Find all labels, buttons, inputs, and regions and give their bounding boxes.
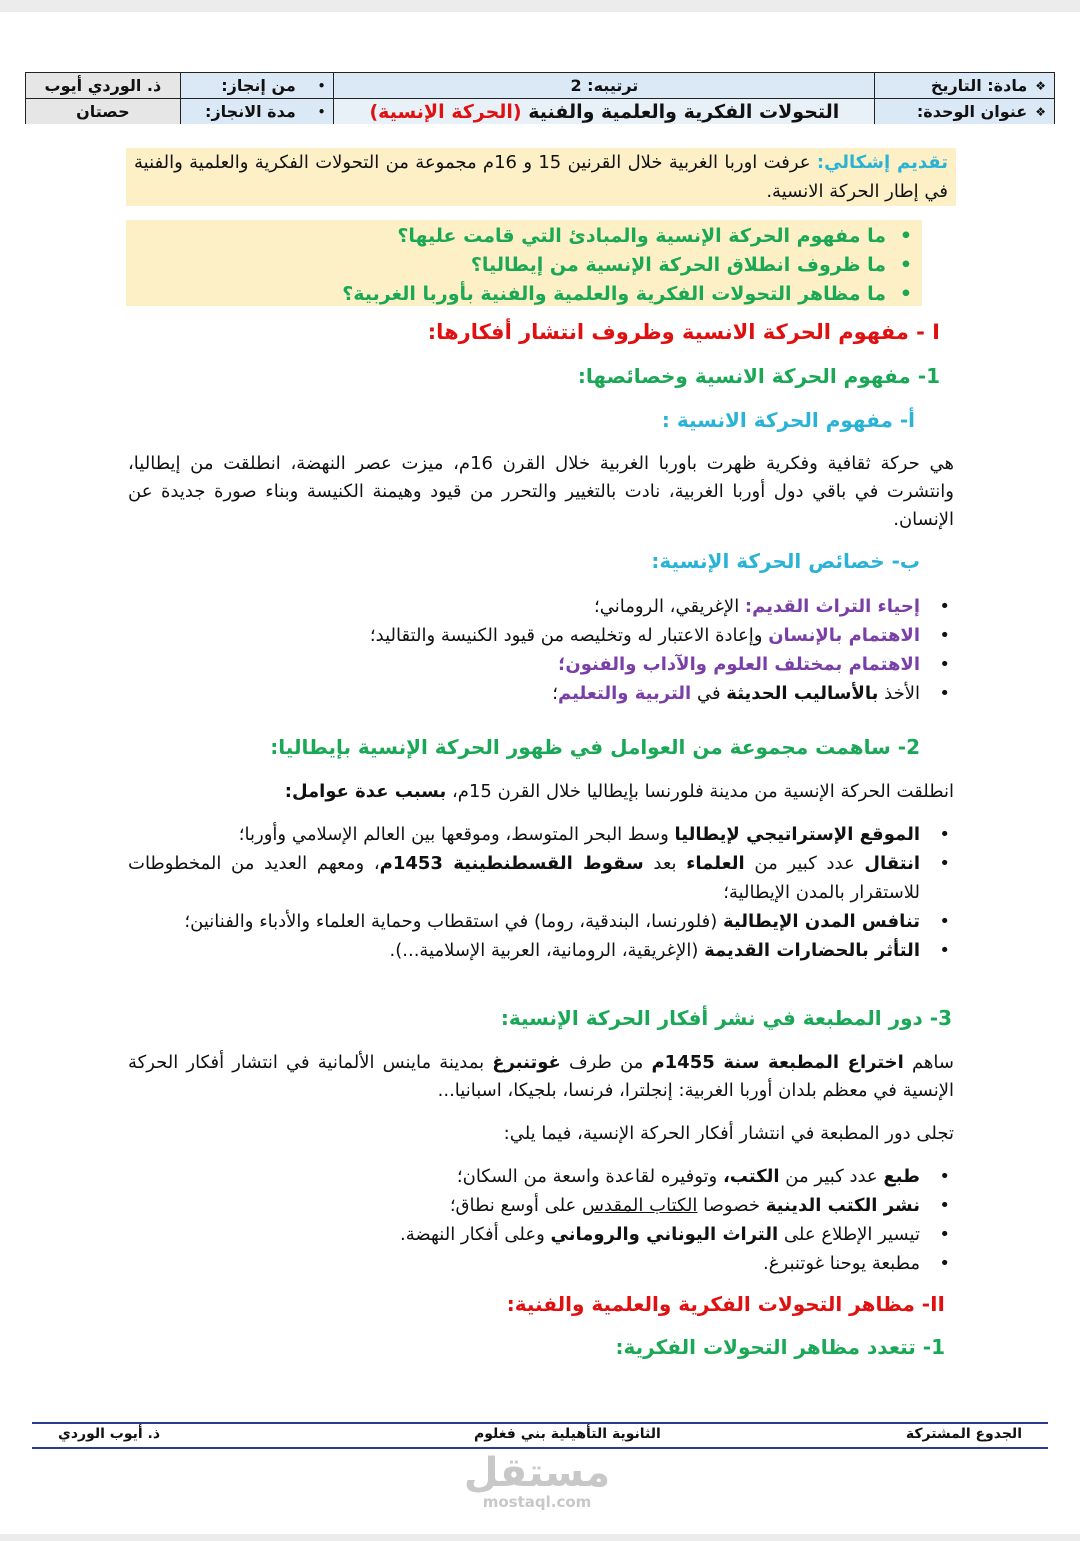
printing-paragraph — [128, 1049, 954, 1105]
header-table — [25, 72, 1055, 124]
role-bold: التراث اليوناني والروماني — [550, 1224, 779, 1245]
intro-title: تقديم إشكالي: — [816, 152, 948, 173]
factor-bold: سقوط القسطنطينية 1453م — [379, 853, 644, 874]
author-name: ذ. الوردي أيوب — [44, 76, 162, 95]
section1-sub2: 2- ساهمت مجموعة من العوامل في ظهور الحركة الإنسية بإيطاليا: — [270, 735, 920, 759]
footer-right: الجدوع المشتركة — [905, 1426, 1022, 1442]
factors-intro-text: انطلقت الحركة الإنسية من مدينة فلورنسا بإيطاليا خلال القرن 15م، — [446, 781, 954, 802]
subject-cell: ❖ مادة: التاريخ — [874, 73, 1054, 98]
section1-title: I - مفهوم الحركة الانسية وظروف انتشار أفكارها: — [427, 320, 940, 344]
printing-bold: غوتنبرغ — [492, 1052, 561, 1073]
duration-label: مدة الانجاز: — [205, 102, 296, 121]
factor-bold: تنافس المدن الإيطالية — [722, 911, 920, 932]
feature-bold: إحياء التراث القديم: — [744, 596, 920, 617]
role-text: وتوفيره لقاعدة واسعة من السكان؛ — [456, 1166, 723, 1187]
feature-text: الإغريقي، الروماني؛ — [593, 596, 745, 617]
feature-bold: الاهتمام بالإنسان — [768, 625, 920, 646]
feature-bold: التربية والتعليم — [558, 683, 692, 704]
watermark-logo — [462, 1452, 612, 1510]
role-text: خصوصا — [697, 1195, 766, 1216]
footer-top-rule — [32, 1422, 1048, 1424]
section2-title: II- مظاهر التحولات الفكرية والعلمية والفنية: — [506, 1292, 945, 1316]
duration-label-cell: • مدة الانجاز: — [180, 99, 334, 124]
feature-bold: بالأساليب الحديثة — [726, 683, 879, 704]
factor-text: (الإغريقية، الرومانية، العربية الإسلامية...). — [389, 940, 705, 961]
intro-box — [126, 148, 956, 206]
feature-text: وإعادة الاعتبار له وتخليصه من قيود الكنيسة والتقاليد؛ — [369, 625, 769, 646]
role-bold: الكتب، — [722, 1166, 780, 1187]
order-cell — [333, 73, 874, 98]
feature-text: الأخذ — [878, 683, 920, 704]
unit-label: عنوان الوحدة: — [916, 102, 1028, 121]
role-text: مطبعة يوحنا غوتنبرغ. — [763, 1253, 920, 1274]
footer-left: ذ. أيوب الوردي — [58, 1426, 161, 1442]
intro-text: عرفت اوربا الغربية خلال القرنين 15 و 16م مجموعة من التحولات الفكرية والعلمية والفنية في إطار الحركة الانسية. — [134, 152, 948, 202]
section1-sub3: 3- دور المطبعة في نشر أفكار الحركة الإنسية: — [500, 1006, 952, 1030]
printing-role-list — [128, 1162, 954, 1278]
question-item: • ما مفهوم الحركة الإنسية والمبادئ التي قامت عليها؟ — [126, 222, 886, 251]
printing-text: من طرف — [560, 1052, 652, 1073]
factors-intro — [128, 778, 954, 806]
section1-sub1b: ب- خصائص الحركة الإنسية: — [651, 549, 920, 573]
factor-bold: الموقع الإستراتيجي لإيطاليا — [674, 824, 920, 845]
list-item — [128, 820, 954, 849]
role-bold: نشر الكتب الدينية — [765, 1195, 920, 1216]
list-item — [128, 936, 954, 965]
unit-title-highlight: (الحركة الإنسية) — [369, 100, 522, 123]
questions-box — [126, 220, 922, 306]
question-item: • ما ظروف انطلاق الحركة الإنسية من إيطاليا؟ — [126, 251, 886, 280]
factor-text: (فلورنسا، البندقية، روما) في استقطاب وحماية العلماء والأدباء والفنانين؛ — [184, 911, 723, 932]
watermark-latin: mostaql.com — [482, 1493, 592, 1511]
author-label: من إنجاز: — [221, 76, 296, 95]
question-item: • ما مظاهر التحولات الفكرية والعلمية والفنية بأوربا الغربية؟ — [126, 280, 886, 309]
printing-text: بمدينة ماينس الألمانية في انتشار أفكار الحركة الإنسية في معظم بلدان أوربا الغربية: إنجلترا، فرنسا، بلجيكا، اسبانيا... — [128, 1052, 954, 1101]
author-label-cell: • من إنجاز: — [180, 73, 334, 98]
factors-intro-bold: بسبب عدة عوامل: — [284, 781, 447, 802]
feature-text: ؛ — [552, 683, 559, 704]
list-item — [128, 650, 954, 679]
list-item — [128, 849, 954, 907]
role-text: عدد كبير من — [779, 1166, 884, 1187]
factor-text: وسط البحر المتوسط، وموقعها بين العالم الإسلامي وأوربا؛ — [238, 824, 675, 845]
role-bold: طبع — [883, 1166, 920, 1187]
printing-bold: اختراع المطبعة سنة 1455م — [651, 1052, 904, 1073]
factor-bold: التأثر بالحضارات القديمة — [704, 940, 920, 961]
list-item — [128, 907, 954, 936]
list-item — [128, 1249, 954, 1278]
author-name-cell — [26, 73, 180, 98]
unit-title-cell — [333, 99, 874, 124]
factor-bold: العلماء — [686, 853, 745, 874]
printing-role-intro: تجلى دور المطبعة في انتشار أفكار الحركة الإنسية، فيما يلي: — [503, 1123, 954, 1144]
list-item — [128, 621, 954, 650]
role-text: على أوسع نطاق؛ — [449, 1195, 582, 1216]
footer-bottom-rule — [32, 1447, 1048, 1449]
role-text: تيسير الإطلاع على — [778, 1224, 920, 1245]
list-item — [128, 1162, 954, 1191]
list-item — [128, 592, 954, 621]
factor-text: ، ومعهم العديد من المخطوطات للاستقرار بالمدن الإيطالية؛ — [128, 853, 920, 903]
duration-value-cell — [26, 99, 180, 124]
definition-text: هي حركة ثقافية وفكرية ظهرت باوربا الغربية خلال القرن 16م، ميزت عصر النهضة، انطلقت من إيطاليا، وانتشرت في باقي دول أوربا الغربية، نادت بالتغيير والتحرر من قيود وهيمنة الكنيسة وبناء صورة جديدة عن الإنسان. — [128, 453, 954, 530]
section1-sub1: 1- مفهوم الحركة الانسية وخصائصها: — [577, 364, 940, 388]
list-item — [128, 679, 954, 708]
factor-text: عدد كبير من — [744, 853, 865, 874]
list-item — [128, 1220, 954, 1249]
role-underlined: الكتاب المقدس — [582, 1195, 698, 1216]
unit-label-cell: ❖ عنوان الوحدة: — [874, 99, 1054, 124]
printing-text: ساهم — [903, 1052, 954, 1073]
factors-list — [128, 820, 954, 965]
duration-value: حصتان — [76, 102, 130, 121]
subject: مادة: التاريخ — [930, 76, 1028, 95]
footer-center: الثانوية التأهيلية بني فغلوم — [474, 1426, 661, 1442]
unit-title: التحولات الفكرية والعلمية والفنية — [528, 100, 840, 123]
feature-text: في — [691, 683, 727, 704]
list-item — [128, 1191, 954, 1220]
features-list — [128, 592, 954, 708]
section2-sub1: 1- تتعدد مظاهر التحولات الفكرية: — [615, 1335, 945, 1359]
order: ترتيبه: 2 — [570, 76, 639, 95]
section1-sub1a: أ- مفهوم الحركة الانسية : — [661, 408, 915, 432]
role-text: وعلى أفكار النهضة. — [400, 1224, 551, 1245]
factor-bold: انتقال — [864, 853, 920, 874]
factor-text: بعد — [643, 853, 687, 874]
feature-bold: الاهتمام بمختلف العلوم والآداب والفنون؛ — [558, 654, 920, 675]
watermark-arabic: مستقل — [463, 1450, 611, 1496]
